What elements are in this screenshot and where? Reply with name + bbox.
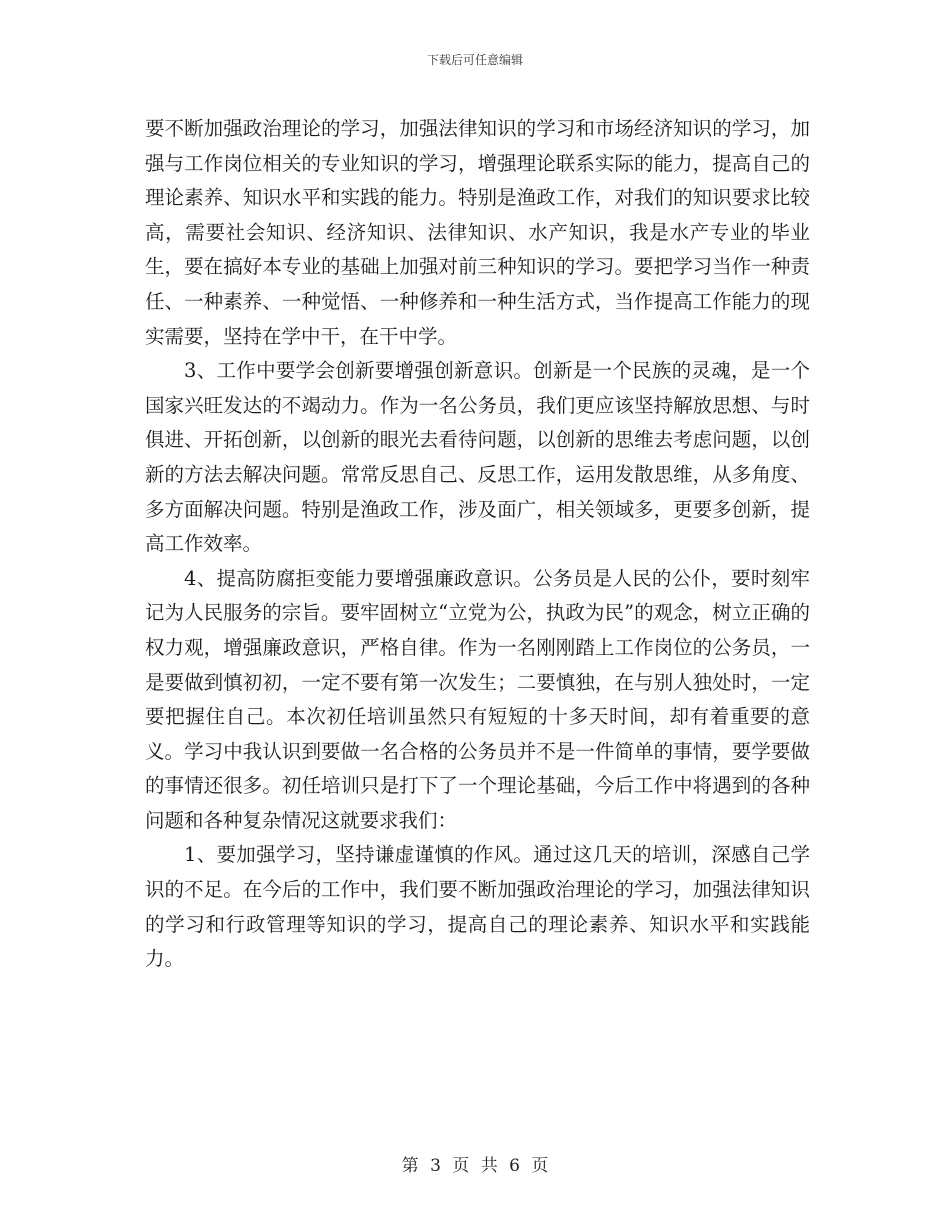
paragraph-4: 1、要加强学习，坚持谦虚谨慎的作风。通过这几天的培训，深感自己学识的不足。在今后的工作中，我们要不断加强政治理论的学习，加强法律知识的学习和行政管理等知识的学习，提高自己的理论素养、知识水平和实践能力。	[145, 843, 810, 971]
paragraph-1: 要不断加强政治理论的学习，加强法律知识的学习和市场经济知识的学习，加强与工作岗位相关的专业知识的学习，增强理论联系实际的能力，提高自己的理论素养、知识水平和实践的能力。特别是渔政工作，对我们的知识要求比较高，需要社会知识、经济知识、法律知识、水产知识，我是水产专业的毕业生，要在搞好本专业的基础上加强对前三种知识的学习。要把学习当作一种责任、一种素养、一种觉悟、一种修养和一种生活方式，当作提高工作能力的现实需要，坚持在学中干，在干中学。	[145, 117, 810, 348]
page-footer: 第 3 页 共 6 页	[401, 1156, 549, 1176]
paragraph-2: 3、工作中要学会创新要增强创新意识。创新是一个民族的灵魂，是一个国家兴旺发达的不竭动力。作为一名公务员，我们更应该坚持解放思想、与时俱进、开拓创新，以创新的眼光去看待问题，以创新的思维去考虑问题，以创新的方法去解决问题。常常反思自己、反思工作，运用发散思维，从多角度、多方面解决问题。特别是渔政工作，涉及面广，相关领域多，更要多创新，提高工作效率。	[145, 359, 810, 556]
page-header: 下载后可任意编辑	[426, 53, 523, 67]
document-body	[145, 112, 810, 977]
paragraph-3: 4、提高防腐拒变能力要增强廉政意识。公务员是人民的公仆，要时刻牢记为人民服务的宗旨。要牢固树立“立党为公，执政为民”的观念，树立正确的权力观，增强廉政意识，严格自律。作为一名刚刚踏上工作岗位的公务员，一是要做到慎初初，一定不要有第一次发生；二要慎独，在与别人独处时，一定要把握住自己。本次初任培训虽然只有短短的十多天时间，却有着重要的意义。学习中我认识到要做一名合格的公务员并不是一件简单的事情，要学要做的事情还很多。初任培训只是打下了一个理论基础，今后工作中将遇到的各种问题和各种复杂情况这就要求我们：	[145, 566, 810, 832]
